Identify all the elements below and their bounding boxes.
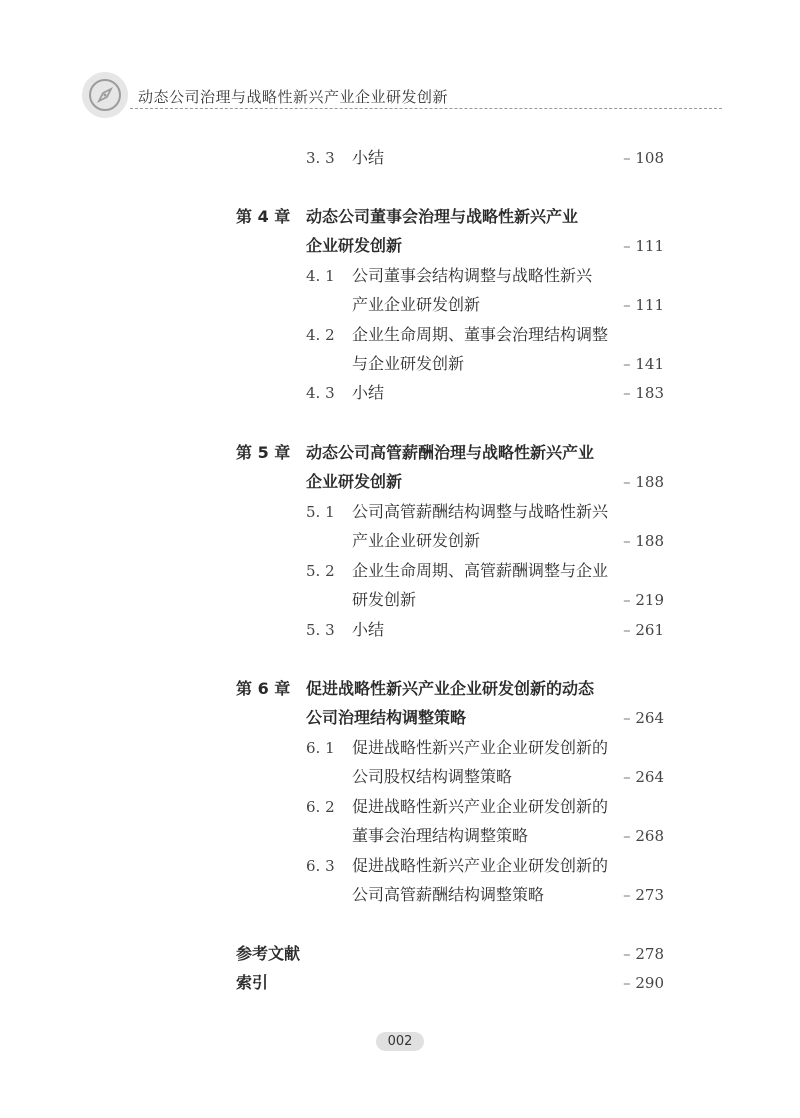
toc-entry-5-2-cont[interactable]	[0, 588, 800, 612]
toc-entry-4-1-cont[interactable]	[0, 293, 800, 317]
chapter-title-continued: 企业研发创新	[306, 472, 403, 491]
toc-entry-6-3-cont[interactable]	[0, 883, 800, 907]
toc-entry-5-3[interactable]	[0, 618, 800, 642]
section-number: 4. 3	[306, 384, 335, 402]
page-number: 002	[376, 1032, 424, 1051]
page-ref: – 264	[623, 765, 664, 789]
index-title: 索引	[236, 973, 269, 992]
toc-chapter-5[interactable]	[0, 441, 800, 465]
page-ref: – 264	[623, 706, 664, 730]
section-title-continued: 产业企业研发创新	[352, 295, 481, 314]
toc-entry-6-2-cont[interactable]	[0, 824, 800, 848]
page-ref: – 188	[623, 470, 664, 494]
section-number: 6. 1	[306, 739, 335, 757]
page-ref: – 273	[623, 883, 664, 907]
section-title: 公司董事会结构调整与战略性新兴	[352, 266, 593, 285]
toc-index[interactable]	[0, 971, 800, 995]
page-ref: – 261	[623, 618, 664, 642]
page-ref: – 108	[623, 146, 664, 170]
chapter-title: 动态公司董事会治理与战略性新兴产业	[306, 207, 579, 226]
chapter-title-continued: 企业研发创新	[306, 236, 403, 255]
toc-chapter-5-cont[interactable]	[0, 470, 800, 494]
section-title-continued: 产业企业研发创新	[352, 531, 481, 550]
section-number: 4. 1	[306, 267, 335, 285]
toc-entry-5-2[interactable]	[0, 559, 800, 583]
page-ref: – 111	[623, 234, 664, 258]
toc-chapter-4[interactable]	[0, 205, 800, 229]
section-number: 5. 2	[306, 562, 335, 580]
chapter-label: 第 5 章	[236, 443, 291, 462]
page-ref: – 141	[623, 352, 664, 376]
page-ref: – 278	[623, 942, 664, 966]
toc-entry-4-3[interactable]	[0, 381, 800, 405]
section-title: 促进战略性新兴产业企业研发创新的	[352, 797, 609, 816]
toc-entry-6-2[interactable]	[0, 795, 800, 819]
page-ref: – 183	[623, 381, 664, 405]
section-title-continued: 研发创新	[352, 590, 417, 609]
toc-entry-6-3[interactable]	[0, 854, 800, 878]
section-title-continued: 与企业研发创新	[352, 354, 465, 373]
section-title: 公司高管薪酬结构调整与战略性新兴	[352, 502, 609, 521]
section-title-continued: 公司股权结构调整策略	[352, 767, 513, 786]
section-title-continued: 董事会治理结构调整策略	[352, 826, 529, 845]
toc-chapter-6-cont[interactable]	[0, 706, 800, 730]
toc-chapter-4-cont[interactable]	[0, 234, 800, 258]
section-title: 企业生命周期、高管薪酬调整与企业	[352, 561, 609, 580]
header-title: 动态公司治理与战略性新兴产业企业研发创新	[138, 88, 449, 106]
toc-entry-4-2-cont[interactable]	[0, 352, 800, 376]
section-title: 促进战略性新兴产业企业研发创新的	[352, 738, 609, 757]
section-title-continued: 公司高管薪酬结构调整策略	[352, 885, 545, 904]
page-ref: – 290	[623, 971, 664, 995]
chapter-label: 第 4 章	[236, 207, 291, 226]
section-number: 5. 1	[306, 503, 335, 521]
toc-entry-5-1-cont[interactable]	[0, 529, 800, 553]
section-title: 企业生命周期、董事会治理结构调整	[352, 325, 609, 344]
page-ref: – 111	[623, 293, 664, 317]
section-number: 4. 2	[306, 326, 335, 344]
toc-entry-6-1[interactable]	[0, 736, 800, 760]
chapter-title-continued: 公司治理结构调整策略	[306, 708, 467, 727]
section-number: 6. 2	[306, 798, 335, 816]
toc-entry-4-1[interactable]	[0, 264, 800, 288]
toc-entry-6-1-cont[interactable]	[0, 765, 800, 789]
section-number: 5. 3	[306, 621, 335, 639]
chapter-label: 第 6 章	[236, 679, 291, 698]
section-title: 小结	[352, 148, 385, 167]
toc-entry-3-3[interactable]	[0, 146, 800, 170]
page-ref: – 268	[623, 824, 664, 848]
chapter-title: 促进战略性新兴产业企业研发创新的动态	[306, 679, 595, 698]
page-ref: – 219	[623, 588, 664, 612]
page-footer	[0, 1030, 800, 1051]
toc-entry-4-2[interactable]	[0, 323, 800, 347]
section-title: 小结	[352, 620, 385, 639]
toc-entry-5-1[interactable]	[0, 500, 800, 524]
references-title: 参考文献	[236, 944, 301, 963]
toc-references[interactable]	[0, 942, 800, 966]
toc-chapter-6[interactable]	[0, 677, 800, 701]
section-title: 促进战略性新兴产业企业研发创新的	[352, 856, 609, 875]
page-ref: – 188	[623, 529, 664, 553]
chapter-title: 动态公司高管薪酬治理与战略性新兴产业	[306, 443, 595, 462]
section-number: 3. 3	[306, 149, 335, 167]
section-title: 小结	[352, 383, 385, 402]
section-number: 6. 3	[306, 857, 335, 875]
